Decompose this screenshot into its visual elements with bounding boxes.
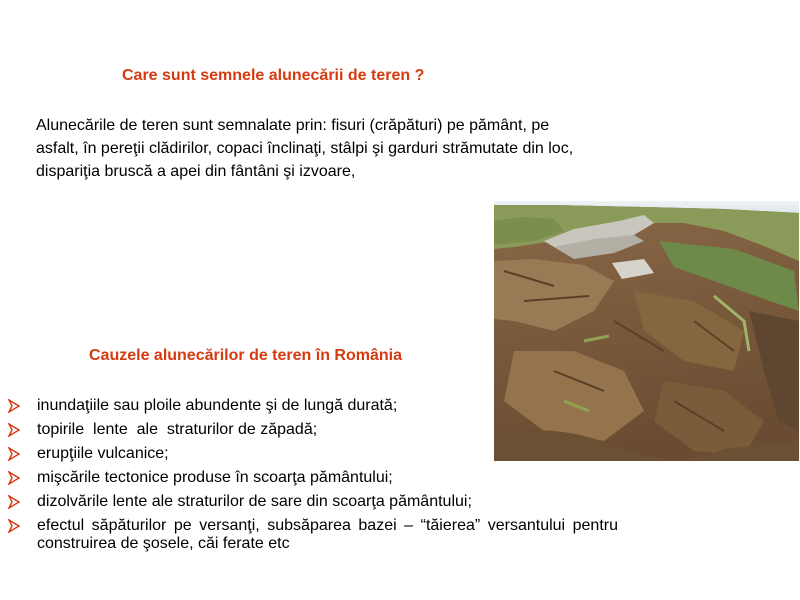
list-item bbox=[8, 493, 618, 511]
cause-text: inundaţiile sau ploile abundente şi de lungă durată; bbox=[37, 397, 398, 414]
slide-title: Care sunt semnele alunecării de teren ? bbox=[122, 67, 425, 84]
hollow-arrowhead-bullet-icon bbox=[8, 423, 20, 437]
list-item bbox=[8, 445, 618, 463]
cause-text: erupţiile vulcanice; bbox=[37, 445, 169, 462]
hollow-arrowhead-bullet-icon bbox=[8, 519, 20, 533]
list-item bbox=[8, 421, 618, 439]
hollow-arrowhead-bullet-icon bbox=[8, 471, 20, 485]
cause-text: topirile lente ale straturilor de zăpadă; bbox=[37, 421, 318, 438]
hollow-arrowhead-bullet-icon bbox=[8, 399, 20, 413]
cause-text: mişcările tectonice produse în scoarţa pământului; bbox=[37, 469, 393, 486]
list-item bbox=[8, 397, 618, 415]
list-item bbox=[8, 469, 618, 487]
causes-title: Cauzele alunecărilor de teren în România bbox=[89, 347, 402, 364]
hollow-arrowhead-bullet-icon bbox=[8, 447, 20, 461]
cause-text: efectul săpăturilor pe versanţi, subsăparea bazei – “tăierea” versantului pentru construirea de şosele, căi ferate etc bbox=[37, 517, 618, 552]
causes-list bbox=[8, 397, 618, 559]
signs-paragraph: Alunecările de teren sunt semnalate prin: fisuri (crăpături) pe pământ, pe asfalt, în pereţii clădirilor, copaci înclinaţi, stâlpi şi garduri strămutate din loc, dispariţia bruscă a apei din fântâni şi izvoare, bbox=[36, 117, 574, 180]
cause-text: dizolvările lente ale straturilor de sare din scoarţa pământului; bbox=[37, 493, 472, 510]
hollow-arrowhead-bullet-icon bbox=[8, 495, 20, 509]
list-item bbox=[8, 517, 618, 553]
